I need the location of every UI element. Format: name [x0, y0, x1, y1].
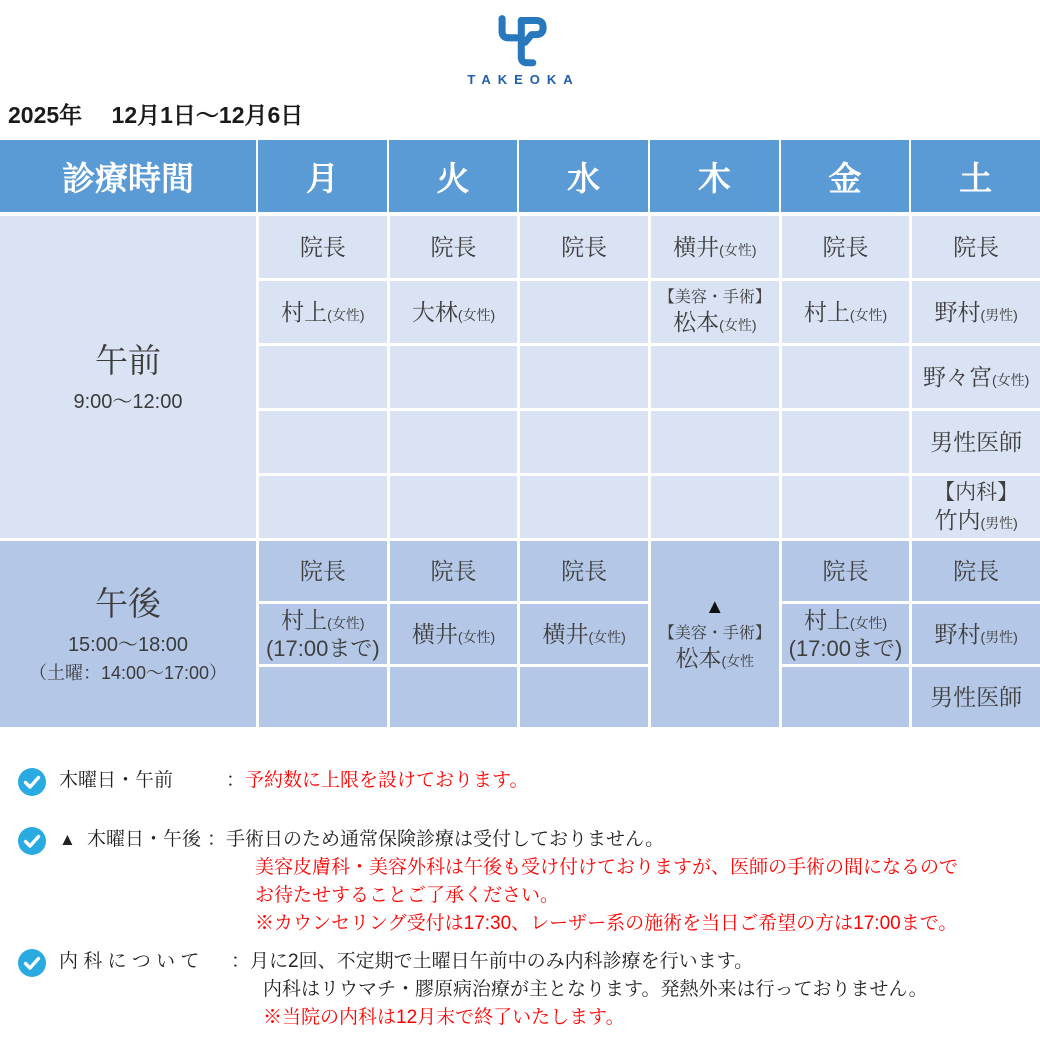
schedule-cell: [782, 604, 910, 664]
note-line: [59, 826, 958, 854]
note-label: 内 科 に つ い て: [59, 951, 200, 972]
note-red-text: 予約数に上限を設けております。: [245, 770, 529, 791]
note-line: [59, 767, 529, 795]
triangle-marker: ▲: [59, 830, 76, 849]
doctor-name: 男性医師: [930, 428, 1023, 455]
doctor-suffix: (女性): [719, 241, 757, 258]
doctor-name: 野村: [934, 620, 981, 647]
schedule-cell: [520, 411, 648, 473]
doctor-suffix: (男性): [980, 514, 1018, 531]
schedule-cell: [912, 604, 1040, 664]
schedule-cell: [390, 667, 518, 727]
schedule-cell: [651, 346, 779, 408]
schedule-cell: [259, 411, 387, 473]
afternoon-label: 午後: [95, 584, 161, 622]
doctor-name: 院長: [561, 233, 608, 260]
note-label: 木曜日・午後: [87, 829, 202, 850]
schedule-cell: [259, 604, 387, 664]
doctor-name: 村上: [281, 606, 328, 633]
schedule-cell: [651, 281, 779, 343]
schedule-cell: [259, 667, 387, 727]
schedule-cell: [520, 604, 648, 664]
schedule-cell: [782, 216, 910, 278]
doctor-name: 院長: [561, 557, 608, 584]
schedule-cell: [259, 216, 387, 278]
doctor-suffix: (女性): [457, 628, 496, 645]
doctor-name: 院長: [299, 233, 346, 260]
schedule-cell: [520, 667, 648, 727]
schedule-cell: [782, 346, 910, 408]
date-range: 2025年 12月1日～12月6日: [8, 102, 304, 128]
afternoon-schedule: [0, 541, 1040, 727]
schedule-cell: [520, 541, 648, 601]
note-internal-medicine: [18, 948, 1040, 1032]
cell-note: (17:00まで): [265, 635, 380, 661]
thursday-surgery-cell: [651, 541, 779, 727]
doctor-name: 院長: [430, 233, 477, 260]
schedule-cell: [782, 411, 910, 473]
note-colon: ：: [231, 951, 251, 972]
doctor-suffix: (女性): [588, 628, 626, 645]
doctor-suffix: (女性): [327, 306, 365, 323]
schedule-cell: [912, 541, 1040, 601]
schedule-cell: [912, 476, 1040, 538]
schedule-cell: [912, 216, 1040, 278]
header-thu: 木: [650, 140, 779, 212]
doctor-name: 野村: [934, 298, 981, 325]
schedule-header-row: [0, 140, 1040, 212]
afternoon-time: 15:00～18:00: [67, 634, 189, 657]
schedule-cell: [390, 411, 518, 473]
schedule-cell: [912, 667, 1040, 727]
takeoka-logo-icon: [488, 12, 552, 70]
doctor-name: 松本: [675, 645, 722, 672]
check-icon: [18, 768, 46, 796]
header-mon: 月: [258, 140, 387, 212]
note-red-text: お待たせすることご了承ください。: [255, 885, 560, 906]
schedule-cell: [782, 281, 910, 343]
doctor-suffix: (男性): [980, 306, 1018, 323]
schedule-cell: [782, 667, 910, 727]
schedule-cell: [651, 411, 779, 473]
doctor-suffix: (女性): [457, 306, 496, 323]
header-wed: 水: [519, 140, 648, 212]
schedule-cell: [390, 346, 518, 408]
note-label: 木曜日・午前: [59, 770, 174, 791]
doctor-name: 院長: [430, 557, 477, 584]
note-black-text: 月に2回、不定期で土曜日午前中のみ内科診療を行います。: [250, 951, 754, 972]
schedule-cell: [912, 346, 1040, 408]
schedule-cell: [390, 476, 518, 538]
schedule-cell: [520, 346, 648, 408]
schedule-cell: [912, 281, 1040, 343]
notes-section: [0, 767, 1040, 1032]
schedule-cell: [782, 476, 910, 538]
triangle-marker: ▲: [704, 596, 725, 619]
cell-category: 【美容・手術】: [658, 625, 771, 643]
header-tue: 火: [389, 140, 518, 212]
schedule-cell: [520, 216, 648, 278]
schedule-cell: [520, 476, 648, 538]
doctor-name: 松本: [673, 308, 720, 335]
doctor-name: 横井: [542, 620, 589, 647]
schedule-cell: [259, 476, 387, 538]
doctor-suffix: (女性): [991, 371, 1030, 388]
doctor-name: 院長: [299, 557, 346, 584]
doctor-name: 男性医師: [930, 683, 1023, 710]
schedule-cell: [651, 216, 779, 278]
note-red-text: 美容皮膚科・美容外科は午後も受け付けておりますが、医師の手術の間になるので: [255, 857, 959, 878]
schedule-cell: [390, 281, 518, 343]
note-thursday-morning: [18, 767, 1040, 796]
note-thursday-afternoon: [18, 826, 1040, 938]
schedule-cell: [912, 411, 1040, 473]
doctor-name: 竹内: [934, 506, 981, 533]
header-sat: 土: [911, 140, 1040, 212]
schedule-cell: [390, 604, 518, 664]
schedule-cell: [782, 541, 910, 601]
morning-label-cell: [0, 216, 256, 538]
doctor-suffix: (女性): [719, 316, 757, 333]
note-black-text: 内科はリウマチ・膠原病治療が主となります。発熱外来は行っておりません。: [263, 979, 928, 1000]
note-black-text: 手術日のため通常保険診療は受付しておりません。: [226, 829, 665, 850]
header-fri: 金: [781, 140, 910, 212]
schedule-cell: [259, 346, 387, 408]
brand-name: TAKEOKA: [467, 72, 580, 87]
doctor-name: 院長: [822, 557, 869, 584]
check-icon: [18, 827, 46, 855]
note-colon: ：: [207, 829, 227, 850]
schedule-cell: [390, 216, 518, 278]
schedule-cell: [259, 281, 387, 343]
doctor-name: 村上: [803, 298, 850, 325]
schedule-cell: [390, 541, 518, 601]
doctor-suffix: (男性): [980, 628, 1018, 645]
header-hours: 診療時間: [0, 140, 256, 212]
doctor-suffix: (女性): [849, 306, 888, 323]
doctor-name: 院長: [953, 233, 1000, 260]
doctor-name: 横井: [673, 233, 720, 260]
note-red-text: ※当院の内科は12月末で終了いたします。: [263, 1007, 625, 1028]
note-colon: ：: [226, 770, 246, 791]
note-red-text: ※カウンセリング受付は17:30、レーザー系の施術を当日ご希望の方は17:00まで。: [255, 913, 958, 934]
morning-time: 9:00～12:00: [73, 391, 183, 414]
doctor-name: 村上: [281, 298, 328, 325]
doctor-suffix: (女性: [721, 653, 755, 670]
doctor-name: 村上: [803, 606, 850, 633]
cell-category: 【美容・手術】: [658, 288, 771, 306]
doctor-name: 大林: [411, 298, 458, 325]
cell-note: (17:00まで): [788, 635, 903, 661]
doctor-name: 院長: [953, 557, 1000, 584]
note-line: [59, 948, 928, 976]
schedule-cell: [651, 476, 779, 538]
doctor-name: 院長: [822, 233, 869, 260]
clinic-logo: [0, 0, 1040, 87]
afternoon-time-sat: （土曜：14:00～17:00）: [28, 663, 228, 684]
check-icon: [18, 949, 46, 977]
doctor-name: 野々宮: [922, 363, 992, 390]
doctor-suffix: (女性): [849, 614, 888, 631]
schedule-cell: [259, 541, 387, 601]
doctor-suffix: (女性): [327, 614, 365, 631]
morning-label: 午前: [95, 341, 161, 379]
morning-schedule: [0, 216, 1040, 538]
doctor-name: 横井: [411, 620, 458, 647]
cell-category: 【内科】: [934, 480, 1019, 504]
afternoon-label-cell: [0, 541, 256, 727]
schedule-cell: [520, 281, 648, 343]
